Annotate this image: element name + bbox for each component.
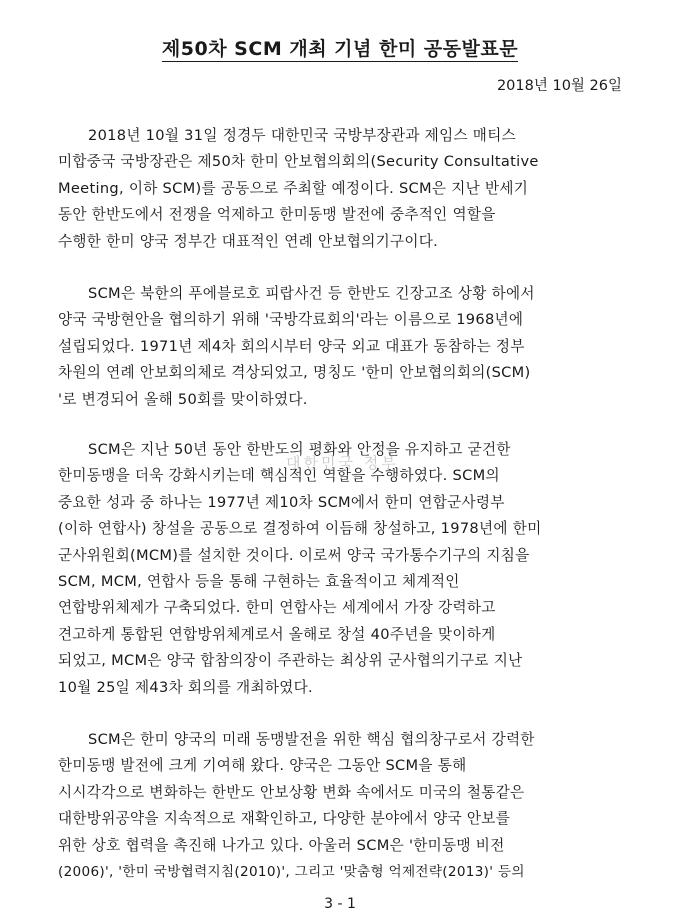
paragraph-line: 2018년 10월 31일 정경두 대한민국 국방부장관과 제임스 매티스 bbox=[88, 127, 517, 144]
paragraph-2 bbox=[58, 281, 638, 413]
document-date: 2018년 10월 26일 bbox=[496, 78, 622, 94]
paragraph-line: (2006)', '한미 국방협력지침(2010)', 그리고 '맞춤형 억제전략(2013)' 등의 bbox=[58, 863, 525, 880]
paragraph-line: SCM은 한미 양국의 미래 동맹발전을 위한 핵심 협의창구로서 강력한 bbox=[88, 731, 535, 748]
paragraph-line: 연합방위체제가 구축되었다. 한미 연합사는 세계에서 가장 강력하고 bbox=[58, 599, 496, 617]
paragraph-line: SCM은 북한의 푸에블로호 피랍사건 등 한반도 긴장고조 상황 하에서 bbox=[88, 285, 535, 302]
paragraph-line: (이하 연합사) 창설을 공동으로 결정하여 이듬해 창설하고, 1978년에 한미 bbox=[58, 520, 542, 538]
paragraph-1 bbox=[58, 123, 638, 255]
paragraph-line: 한미동맹 발전에 크게 기여해 왔다. 양국은 그동안 SCM을 통해 bbox=[58, 757, 467, 775]
paragraph-line: 군사위원회(MCM)를 설치한 것이다. 이로써 양국 국가통수기구의 지침을 bbox=[58, 546, 530, 564]
paragraph-line: 시시각각으로 변화하는 한반도 안보상황 변화 속에서도 미국의 철통같은 bbox=[58, 783, 525, 801]
document-title bbox=[0, 34, 680, 61]
paragraph-4 bbox=[58, 727, 638, 885]
paragraph-line: 한미동맹을 더욱 강화시키는데 핵심적인 역할을 수행하였다. SCM의 bbox=[58, 467, 500, 485]
paragraph-line: 동안 한반도에서 전쟁을 억제하고 한미동맹 발전에 중추적인 역할을 bbox=[58, 206, 496, 224]
paragraph-line: SCM은 지난 50년 동안 한반도의 평화와 안정을 유지하고 굳건한 bbox=[88, 441, 511, 458]
paragraph-line: SCM, MCM, 연합사 등을 통해 구현하는 효율적이고 체계적인 bbox=[58, 572, 460, 590]
paragraph-line: 대한방위공약을 지속적으로 재확인하고, 다양한 분야에서 양국 안보를 bbox=[58, 810, 511, 828]
paragraph-line: Meeting, 이하 SCM)를 공동으로 주최할 예정이다. SCM은 지난 반세기 bbox=[58, 179, 529, 197]
paragraph-3 bbox=[58, 437, 638, 701]
paragraph-line: 미합중국 국방장관은 제50차 한미 안보협의회의(Security Consultative bbox=[58, 153, 539, 171]
paragraph-line: '로 변경되어 올해 50회를 맞이하였다. bbox=[58, 390, 308, 408]
paragraph-line: 설립되었다. 1971년 제4차 회의시부터 양국 외교 대표가 동참하는 정부 bbox=[58, 337, 525, 355]
page-number: 3 - 1 bbox=[324, 896, 356, 912]
paragraph-line: 차원의 연례 안보회의체로 격상되었고, 명칭도 '한미 안보협의회의(SCM) bbox=[58, 364, 531, 382]
paragraph-line: 10월 25일 제43차 회의를 개최하였다. bbox=[58, 678, 313, 696]
paragraph-line: 견고하게 통합된 연합방위체계로서 올해로 창설 40주년을 맞이하게 bbox=[58, 625, 496, 643]
paragraph-line: 중요한 성과 중 하나는 1977년 제10차 SCM에서 한미 연합군사령부 bbox=[58, 493, 505, 511]
watermark: 대한민국 정부 bbox=[286, 454, 399, 472]
document-title-text: 제50차 SCM 개최 기념 한미 공동발표문 bbox=[161, 38, 519, 60]
paragraph-line: 되었고, MCM은 양국 합참의장이 주관하는 최상위 군사협의기구로 지난 bbox=[58, 652, 523, 670]
paragraph-line: 위한 상호 협력을 촉진해 나가고 있다. 아울러 SCM은 '한미동맹 비전 bbox=[58, 836, 505, 854]
paragraph-line: 수행한 한미 양국 정부간 대표적인 연례 안보협의기구이다. bbox=[58, 232, 439, 250]
paragraph-line: 양국 국방현안을 협의하기 위해 '국방각료회의'라는 이름으로 1968년에 bbox=[58, 311, 524, 329]
